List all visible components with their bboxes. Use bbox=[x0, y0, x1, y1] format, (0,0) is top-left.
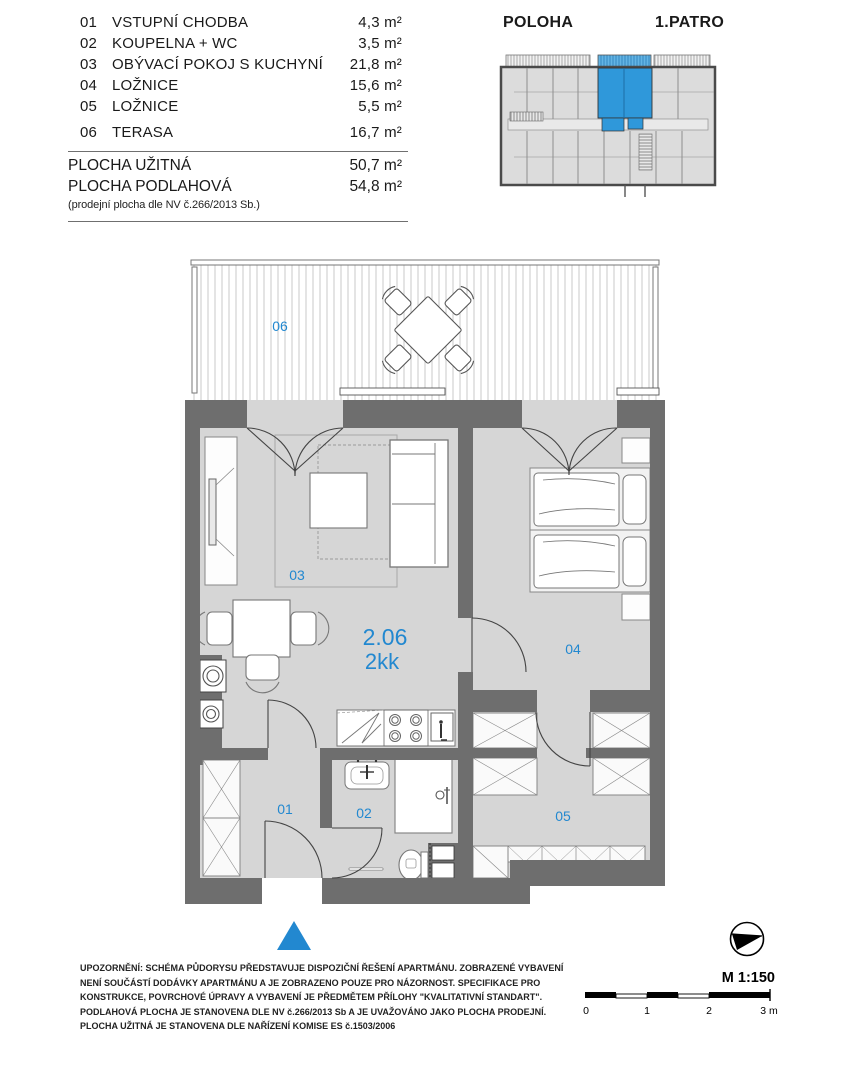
legend-row-01 bbox=[68, 14, 408, 35]
building-position-diagram bbox=[498, 52, 718, 197]
room-number: 04 bbox=[80, 77, 98, 94]
position-stairs-center bbox=[639, 134, 652, 170]
room-name: OBÝVACÍ POKOJ S KUCHYNÍ bbox=[112, 56, 324, 73]
room-number: 02 bbox=[80, 35, 98, 52]
room-name: LOŽNICE bbox=[112, 98, 179, 115]
room-area: 5,5 m² bbox=[358, 98, 402, 115]
scale-ticks bbox=[583, 1005, 778, 1017]
chair bbox=[291, 612, 316, 645]
label-room-06: 06 bbox=[272, 318, 288, 334]
room-area: 3,5 m² bbox=[358, 35, 402, 52]
room-number: 01 bbox=[80, 14, 98, 31]
scale-tick: 1 bbox=[644, 1005, 650, 1017]
scale-bar bbox=[583, 962, 793, 1022]
room-area: 15,6 m² bbox=[349, 77, 402, 94]
room-number: 05 bbox=[80, 98, 98, 115]
entrance-marker bbox=[276, 921, 312, 951]
sofa bbox=[390, 440, 448, 567]
window-sill-living bbox=[340, 388, 445, 395]
position-title: POLOHA bbox=[503, 14, 574, 31]
terrace bbox=[191, 260, 659, 400]
disclaimer-line: PODLAHOVÁ PLOCHA JE STANOVENA DLE NV č.266/2013 Sb A JE UVAŽOVÁNO JAKO PLOCHA PRODEJNÍ. bbox=[80, 1006, 547, 1017]
total-label: PLOCHA UŽITNÁ bbox=[68, 157, 192, 174]
total-area: 54,8 m² bbox=[349, 178, 402, 195]
toilet bbox=[399, 850, 428, 880]
total-area: 50,7 m² bbox=[349, 157, 402, 174]
room-name: TERASA bbox=[112, 124, 174, 141]
apartment-layout: 2kk bbox=[364, 649, 400, 674]
position-floor: 1.PATRO bbox=[655, 14, 725, 31]
legend-row-02 bbox=[68, 35, 408, 56]
bed bbox=[534, 473, 646, 526]
terrace-railing-left bbox=[192, 267, 197, 393]
terrace-table-set bbox=[380, 284, 475, 375]
nightstand bbox=[622, 594, 650, 620]
washing-machine bbox=[200, 660, 226, 692]
position-entrance-marks bbox=[625, 185, 645, 197]
scale-label: M 1:150 bbox=[721, 970, 775, 986]
label-room-05: 05 bbox=[555, 808, 571, 824]
washbasin bbox=[345, 758, 389, 789]
kitchen-sink bbox=[431, 713, 453, 741]
disclaimer-line: NENÍ SOUČÁSTÍ DODÁVKY APARTMÁNU A JE ZOBRAZENO POUZE PRO NÁZORNOST. SPECIFIKACE PRO bbox=[80, 977, 541, 988]
room-area: 4,3 m² bbox=[358, 14, 402, 31]
label-room-04: 04 bbox=[565, 641, 581, 657]
disclaimer-line: PLOCHA UŽITNÁ JE STANOVENA DLE NAŘÍZENÍ KOMISE ES č.1503/2006 bbox=[80, 1021, 396, 1031]
disclaimer-line: KONSTRUKCE, POVRCHOVÉ ÚPRAVY A VYBAVENÍ JE PŘEDMĚTEM PŘÍLOHY "KVALITATIVNÍ STANDART". bbox=[80, 992, 543, 1002]
nightstand bbox=[622, 438, 650, 463]
scale-tick: 2 bbox=[706, 1005, 712, 1017]
total-usable-area-row bbox=[68, 157, 408, 178]
pillow bbox=[623, 537, 646, 586]
chair bbox=[207, 612, 232, 645]
kitchen-counter bbox=[337, 710, 455, 746]
room-legend bbox=[68, 14, 408, 227]
legend-separator-bottom bbox=[68, 221, 408, 222]
legend-separator bbox=[68, 151, 408, 152]
total-label: PLOCHA PODLAHOVÁ bbox=[68, 178, 232, 195]
legend-row-05 bbox=[68, 98, 408, 119]
pillow bbox=[623, 475, 646, 524]
label-room-03: 03 bbox=[289, 567, 305, 583]
room-name: LOŽNICE bbox=[112, 77, 179, 94]
hall-closets bbox=[203, 760, 240, 876]
room-area: 21,8 m² bbox=[349, 56, 402, 73]
label-room-02: 02 bbox=[356, 805, 372, 821]
installation-shaft bbox=[428, 843, 458, 880]
scale-tick: 0 bbox=[583, 1005, 589, 1017]
apartment-floor-plan bbox=[185, 258, 665, 905]
disclaimer bbox=[80, 961, 562, 1034]
disclaimer-line: UPOZORNĚNÍ: SCHÉMA PŮDORYSU PŘEDSTAVUJE DISPOZIČNÍ ŘEŠENÍ APARTMÁNU. ZOBRAZENÉ VYBAVENÍ bbox=[80, 963, 564, 973]
apartment-number: 2.06 bbox=[362, 624, 408, 650]
terrace-railing-top bbox=[191, 260, 659, 265]
bed bbox=[534, 535, 646, 588]
legend-row-06 bbox=[68, 124, 408, 145]
legend-row-04 bbox=[68, 77, 408, 98]
coffee-table bbox=[310, 473, 367, 528]
room-name: KOUPELNA + WC bbox=[112, 35, 238, 52]
north-arrow bbox=[726, 918, 770, 962]
tv bbox=[209, 479, 216, 545]
position-stairs-left bbox=[510, 112, 543, 121]
totals-note: (prodejní plocha dle NV č.266/2013 Sb.) bbox=[68, 199, 260, 211]
shower bbox=[395, 758, 452, 833]
window-sill-bedroom bbox=[617, 388, 659, 395]
scale-bar-segments bbox=[585, 989, 770, 1001]
scale-tick: 3 m bbox=[760, 1005, 778, 1017]
room-number: 06 bbox=[80, 124, 98, 141]
label-room-01: 01 bbox=[277, 801, 293, 817]
room-number: 03 bbox=[80, 56, 98, 73]
terrace-railing-right bbox=[653, 267, 658, 393]
total-floor-area-row bbox=[68, 178, 408, 199]
room-area: 16,7 m² bbox=[349, 124, 402, 141]
chair bbox=[246, 655, 279, 680]
legend-row-03 bbox=[68, 56, 408, 77]
room-name: VSTUPNÍ CHODBA bbox=[112, 14, 249, 31]
